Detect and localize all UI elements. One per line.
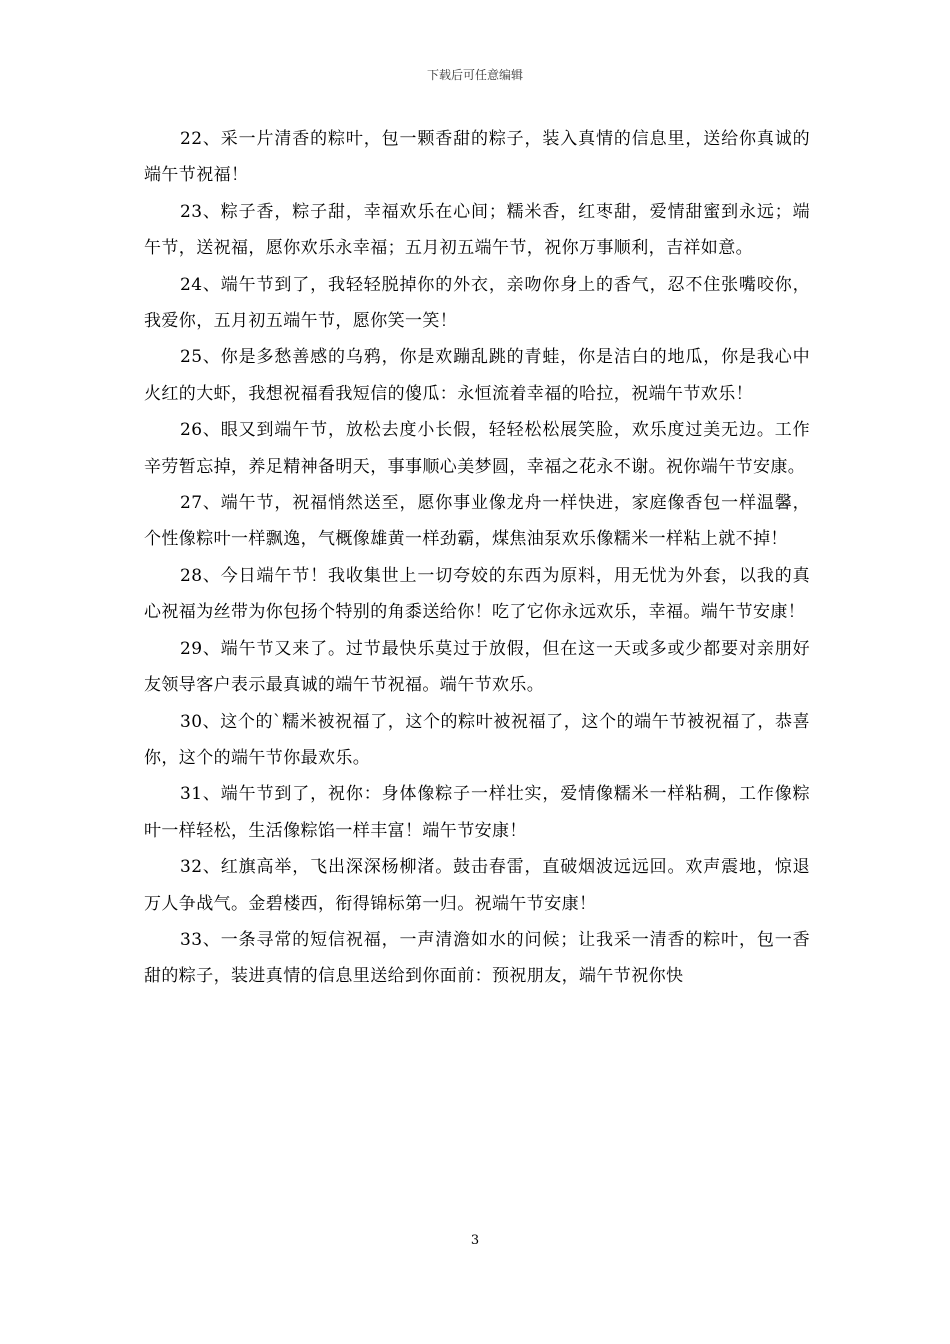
- paragraph-24: 24、端午节到了，我轻轻脱掉你的外衣，亲吻你身上的香气，忍不住张嘴咬你，我爱你，五月初五端午节，愿你笑一笑！: [144, 274, 810, 332]
- paragraph-33: 33、一条寻常的短信祝福，一声清澹如水的问候；让我采一清香的粽叶，包一香甜的粽子，装进真情的信息里送给到你面前：预祝朋友，端午节祝你快: [144, 929, 810, 987]
- paragraph-31: 31、端午节到了，祝你：身体像粽子一样壮实，爱情像糯米一样粘稠，工作像粽叶一样轻松，生活像粽馅一样丰富！端午节安康！: [144, 784, 810, 841]
- paragraph-28: 28、今日端午节！我收集世上一切夸姣的东西为原料，用无忧为外套，以我的真心祝福为丝带为你包扬个特别的角黍送给你！吃了它你永远欢乐，幸福。端午节安康！: [144, 565, 810, 623]
- paragraph-30: 30、这个的`糯米被祝福了，这个的粽叶被祝福了，这个的端午节被祝福了，恭喜你，这个的端午节你最欢乐。: [144, 711, 810, 768]
- paragraph-29: 29、端午节又来了。过节最快乐莫过于放假，但在这一天或多或少都要对亲朋好友领导客户表示最真诚的端午节祝福。端午节欢乐。: [144, 638, 810, 696]
- document-body: [144, 121, 810, 995]
- paragraph-27: 27、端午节，祝福悄然送至，愿你事业像龙舟一样快进，家庭像香包一样温馨，个性像粽叶一样飘逸，气概像雄黄一样劲霸，煤焦油泵欢乐像糯米一样粘上就不掉！: [144, 493, 810, 550]
- paragraph-32: 32、红旗高举，飞出深深杨柳渚。鼓击春雷，直破烟波远远回。欢声震地，惊退万人争战气。金碧楼西，衔得锦标第一归。祝端午节安康！: [144, 857, 810, 914]
- paragraph-26: 26、眼又到端午节，放松去度小长假，轻轻松松展笑脸，欢乐度过美无边。工作辛劳暂忘掉，养足精神备明天，事事顺心美梦圆，幸福之花永不谢。祝你端午节安康。: [144, 420, 810, 477]
- page-number: 3: [470, 1233, 480, 1248]
- paragraph-23: 23、粽子香，粽子甜，幸福欢乐在心间；糯米香，红枣甜，爱情甜蜜到永远；端午节，送祝福，愿你欢乐永幸福；五月初五端午节，祝你万事顺利，吉祥如意。: [144, 201, 810, 259]
- paragraph-22: 22、采一片清香的粽叶，包一颗香甜的粽子，装入真情的信息里，送给你真诚的端午节祝福！: [144, 129, 810, 186]
- paragraph-25: 25、你是多愁善感的乌鸦，你是欢蹦乱跳的青蛙，你是洁白的地瓜，你是我心中火红的大虾，我想祝福看我短信的傻瓜：永恒流着幸福的哈拉，祝端午节欢乐！: [144, 347, 810, 404]
- page-header: 下载后可任意编辑: [426, 68, 523, 82]
